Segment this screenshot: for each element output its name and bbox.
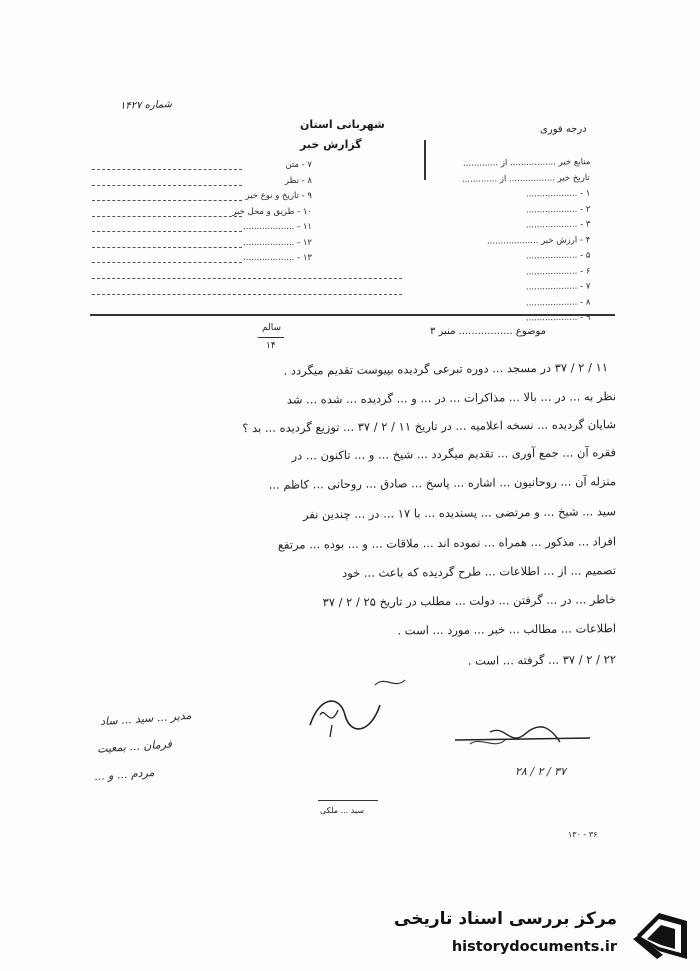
- watermark: [394, 905, 695, 967]
- blank-rule: [92, 294, 402, 295]
- left-field-rule: [92, 216, 242, 217]
- left-field: ۱۰ - طریق و محل خبر: [232, 206, 312, 217]
- body-line: نظر به ... در ... بالا ... مذاکرات ... در ... و ... گردیده ... شده ... شد: [286, 389, 617, 407]
- body-line: ۱۱ / ۲ / ۳۷ در مسجد ... دوره تبرعی گردیده بپیوست تقدیم میگردد .: [283, 360, 609, 378]
- right-field: ۸ - ...................: [525, 297, 591, 308]
- center-mark: سالم: [262, 323, 282, 333]
- body-line: خاطر ... در ... گرفتن ... دولت ... مطلب در تاریخ ۲۵ / ۲ / ۳۷: [322, 592, 617, 610]
- body-line: افراد ... مذکور ... همراه ... نموده اند ... ملاقات ... و ... بوده ... مرتفع: [277, 534, 617, 552]
- handwritten-line: مدیر ... سید ... ساد: [99, 708, 192, 729]
- left-field: ۱۲ - ...................: [243, 237, 312, 248]
- left-field-rule: [92, 200, 242, 201]
- right-field: ۳ - ...................: [525, 219, 591, 231]
- body-line: منزله آن ... روحانیون ... اشاره ... پاسخ ... صادق ... روحانی ... کاظم ...: [268, 474, 617, 492]
- right-field: تاریخ خبر ................. از .............: [462, 172, 591, 185]
- body-line: سید ... شیخ ... و مرتضی ... پسندیده ... با ۱۷ ... در ... چندین نفر: [302, 504, 617, 522]
- left-field-rule: [92, 247, 242, 248]
- right-field: ۴ - ارزش خبر ...................: [486, 234, 591, 247]
- body-line: فقره آن ... جمع آوری ... تقدیم میگردد ... شیخ ... و ... تاکنون ... در: [291, 445, 617, 463]
- watermark-url[interactable]: historydocuments.ir: [451, 939, 617, 955]
- handwritten-line: فرمان ... بمعیت: [96, 737, 173, 756]
- priority-label: درجه فوری: [539, 123, 587, 136]
- right-field: ۵ - ...................: [525, 250, 591, 262]
- body-line: شایان گردیده ... نسخه اعلامیه ... در تاریخ ۱۱ / ۲ / ۳۷ ... توزیع گردیده ... بد ؟: [242, 417, 617, 436]
- right-signature-icon: [450, 722, 600, 752]
- right-field: ۲ - ...................: [525, 204, 591, 215]
- small-mark-icon: [370, 670, 410, 695]
- left-field: ۱۳ - ...................: [243, 253, 312, 263]
- document-code: ۳۶ - ۱۳۰: [568, 830, 598, 839]
- right-field: ۹ - ...................: [525, 312, 591, 324]
- center-mark-number: ۱۴: [266, 341, 276, 351]
- signature-date: ۳۷ / ۲ / ۲۸: [515, 765, 566, 778]
- header-title: شهربانی استان: [300, 118, 385, 131]
- left-field-rule: [92, 185, 242, 186]
- center-mark-rule: [258, 337, 284, 338]
- left-field-rule: [92, 262, 242, 263]
- right-field: ۶ - ...................: [525, 266, 591, 277]
- handwritten-line: مردم ... و ...: [93, 765, 155, 784]
- book-logo-icon: [629, 907, 691, 965]
- left-field: ۸ - نظر: [284, 175, 312, 186]
- left-field-rule: [92, 169, 242, 170]
- watermark-title: مرکز بررسی اسناد تاریخی: [394, 909, 617, 929]
- left-field: ۷ - متن: [285, 160, 312, 170]
- body-line: تصمیم ... از ... اطلاعات ... طرح گردیده که باعث ... خود: [341, 563, 617, 581]
- header-subtitle: گزارش خبر: [300, 138, 362, 151]
- bottom-stamp: سید ... ملکی: [320, 806, 365, 815]
- stamp-rule: [318, 800, 378, 801]
- right-field: ۷ - ...................: [525, 281, 591, 293]
- body-line: ۲۲ / ۲ / ۳۷ ... گرفته ... است .: [467, 652, 617, 668]
- blank-rule: [92, 278, 402, 279]
- left-field: ۱۱ - ...................: [243, 222, 312, 232]
- document-number: شماره ۱۴۲۷: [119, 99, 173, 112]
- right-field: ۱ - ...................: [525, 188, 591, 200]
- separator-line: [90, 314, 615, 316]
- body-line: اطلاعات ... مطالب ... خبر ... مورد ... است .: [397, 621, 617, 638]
- right-field: منابع خبر ................. از .............: [462, 157, 591, 169]
- column-divider: [424, 140, 426, 180]
- subject-line: موضوع ................. منبر ۳: [430, 326, 547, 337]
- left-field-rule: [92, 231, 242, 232]
- left-field: ۹ - تاریخ و نوع خبر: [245, 191, 312, 201]
